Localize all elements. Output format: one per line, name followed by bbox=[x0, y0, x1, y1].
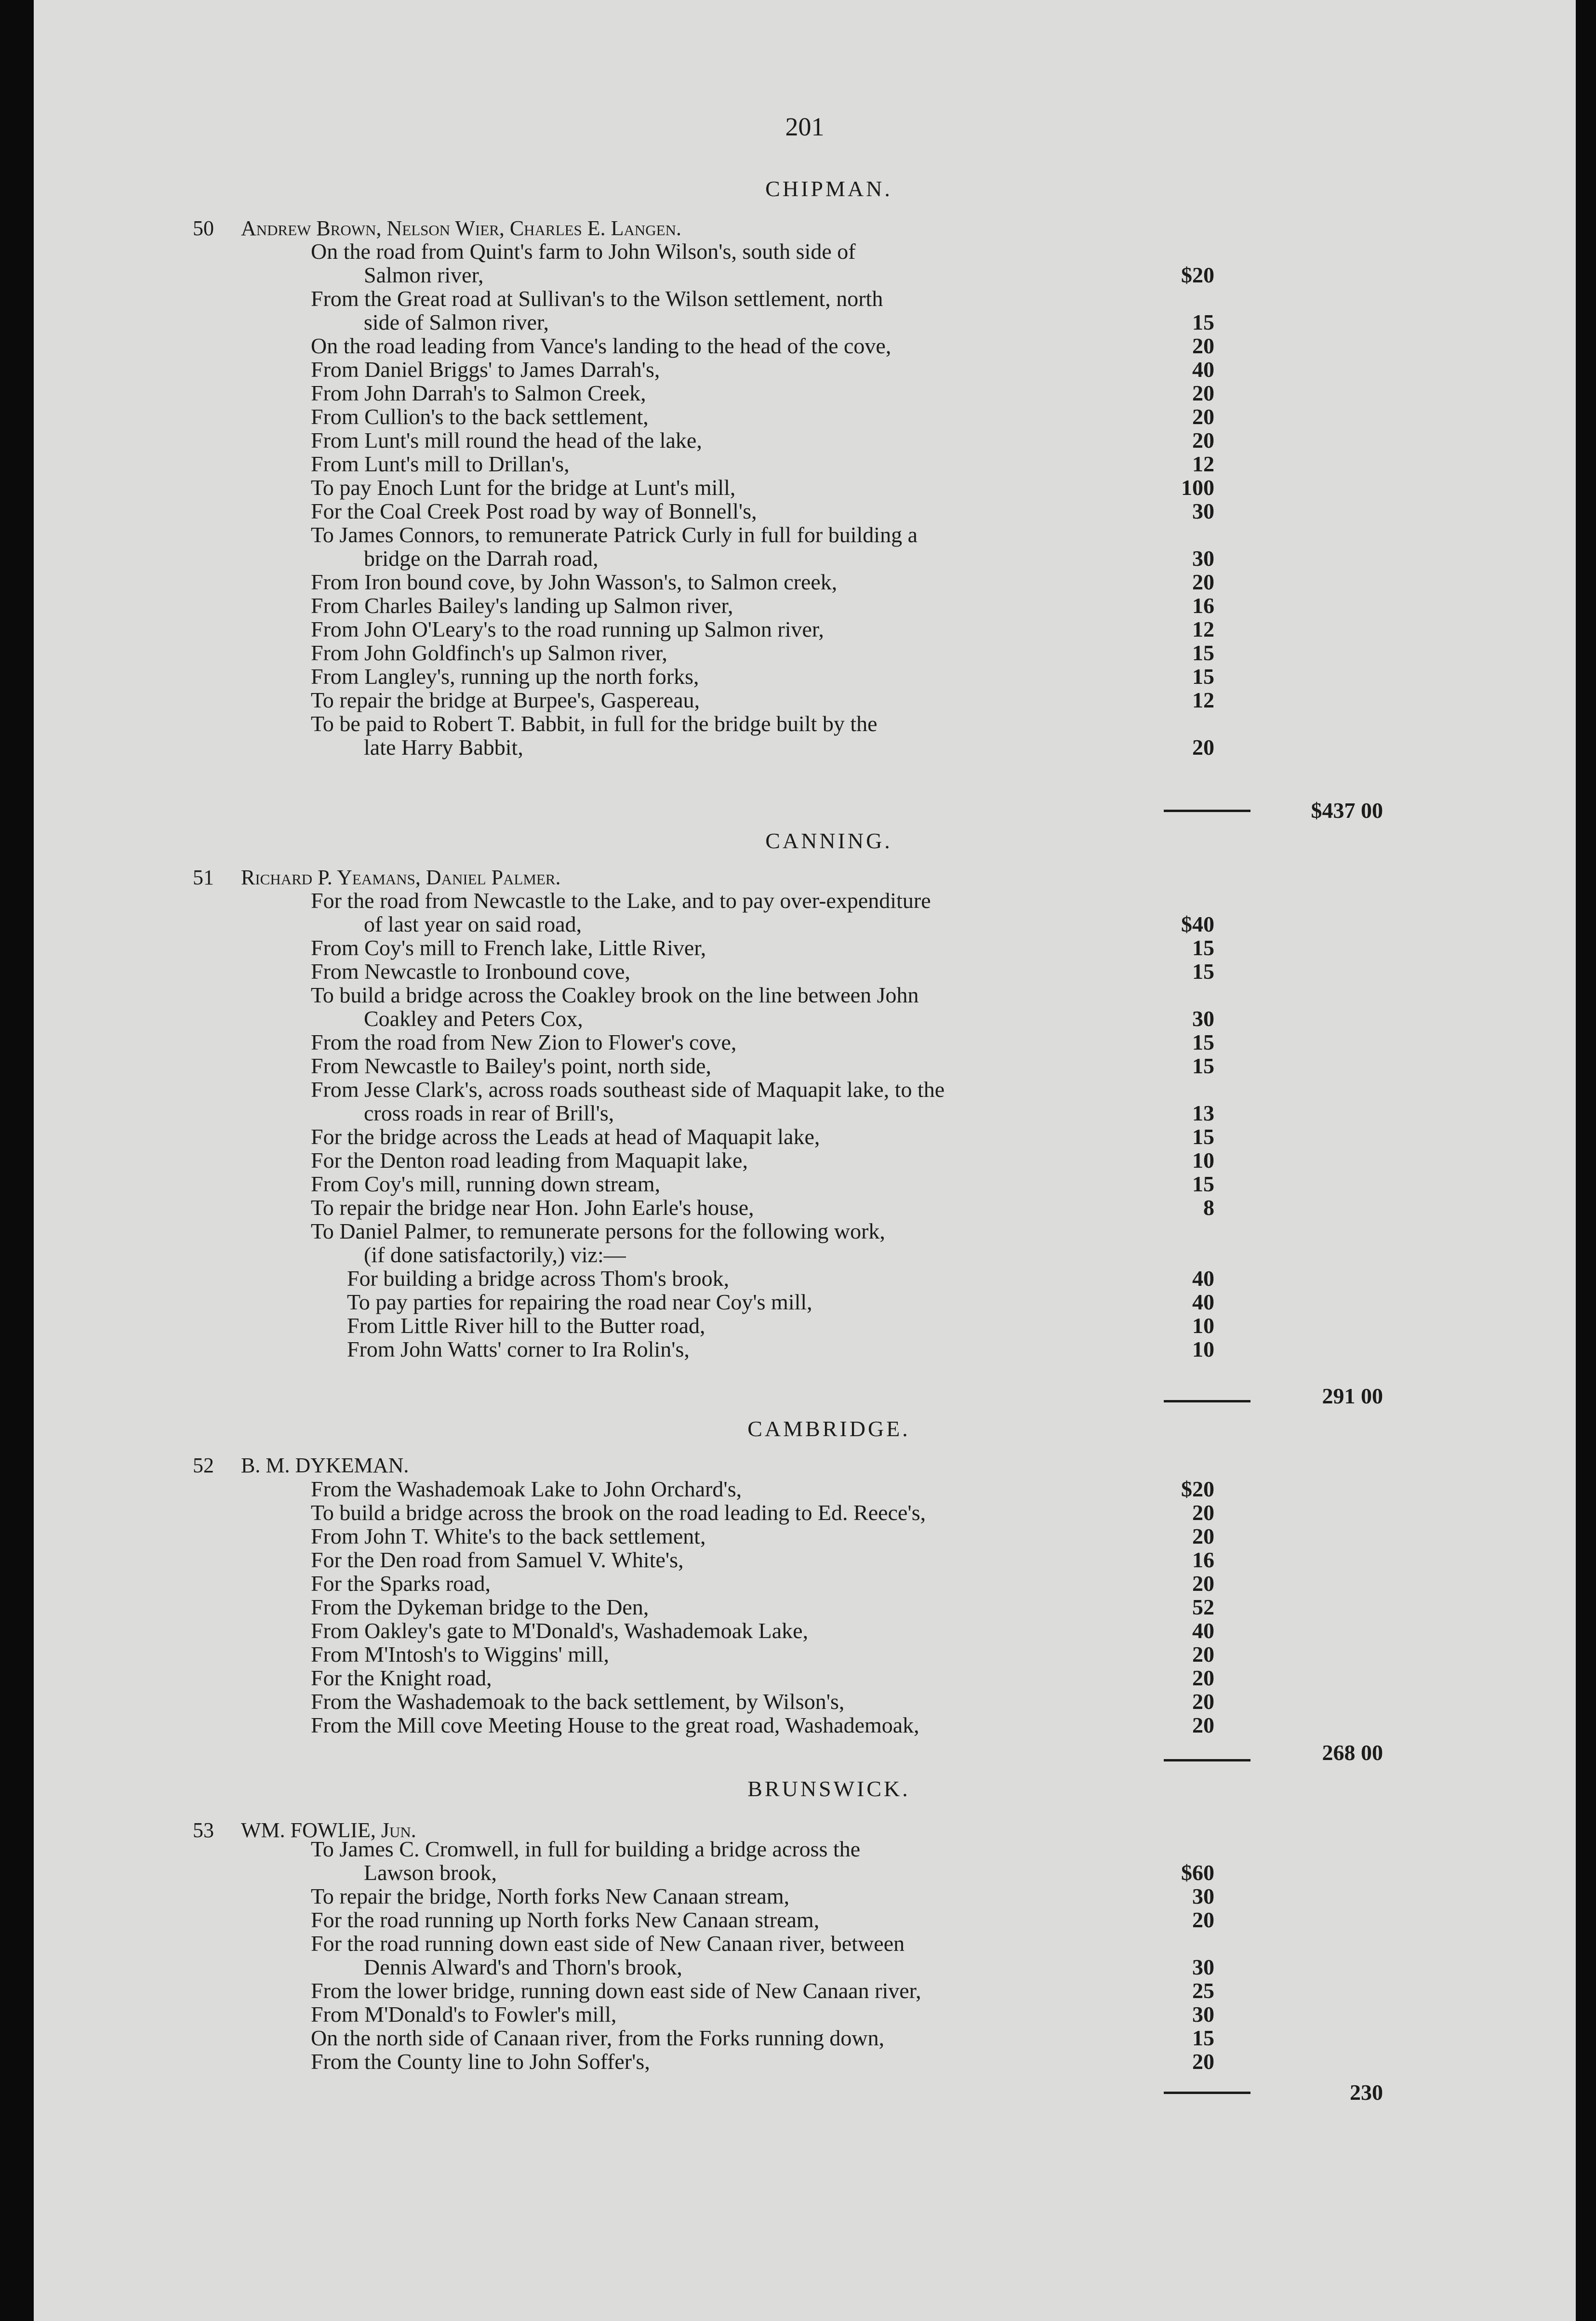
item-description-continued: Lawson brook, bbox=[364, 1860, 497, 1885]
item-amount: 30 bbox=[1192, 499, 1214, 523]
appropriation-item bbox=[311, 1054, 1130, 1078]
item-amount: 8 bbox=[1203, 1195, 1214, 1220]
item-description: From Little River hill to the Butter road, bbox=[347, 1313, 705, 1338]
item-description: From Coy's mill, running down stream, bbox=[311, 1172, 661, 1196]
appropriation-item bbox=[311, 1030, 1130, 1054]
item-description: From Iron bound cove, by John Wasson's, to Salmon creek, bbox=[311, 570, 838, 594]
item-amount: 40 bbox=[1192, 357, 1214, 382]
appropriation-item bbox=[311, 1501, 1130, 1524]
item-amount: 30 bbox=[1192, 1955, 1214, 1979]
appropriation-item bbox=[347, 1314, 1166, 1337]
appropriation-item bbox=[311, 936, 1130, 960]
item-amount: 20 bbox=[1192, 1571, 1214, 1596]
item-description: From Coy's mill to French lake, Little River, bbox=[311, 935, 706, 960]
item-description: From Charles Bailey's landing up Salmon river, bbox=[311, 593, 733, 618]
item-amount: 100 bbox=[1181, 475, 1214, 500]
appropriation-item bbox=[311, 1524, 1130, 1548]
sum-rule bbox=[1164, 1400, 1250, 1402]
item-amount: 15 bbox=[1192, 935, 1214, 960]
section-title: CAMBRIDGE. bbox=[747, 1416, 910, 1441]
appropriation-item bbox=[311, 499, 1130, 523]
appropriation-item bbox=[311, 1477, 1130, 1501]
item-amount: $40 bbox=[1181, 912, 1214, 936]
sum-rule bbox=[1164, 810, 1250, 812]
item-description: For building a bridge across Thom's brook, bbox=[347, 1266, 730, 1291]
appropriation-item bbox=[311, 594, 1130, 617]
item-description-continued: Salmon river, bbox=[364, 263, 484, 287]
item-description: From Lunt's mill to Drillan's, bbox=[311, 452, 570, 476]
appropriation-item bbox=[311, 1219, 1130, 1267]
appropriation-item bbox=[347, 1267, 1166, 1290]
item-amount: 15 bbox=[1192, 959, 1214, 984]
item-description: For the Sparks road, bbox=[311, 1571, 491, 1596]
item-description: For the Coal Creek Post road by way of Bonnell's, bbox=[311, 499, 757, 523]
item-description: On the road leading from Vance's landing to the head of the cove, bbox=[311, 333, 891, 358]
appropriation-item bbox=[311, 665, 1130, 688]
section-title: BRUNSWICK. bbox=[747, 1776, 910, 1801]
item-amount: $20 bbox=[1181, 1477, 1214, 1501]
item-description: From the Great road at Sullivan's to the Wilson settlement, north bbox=[311, 286, 883, 311]
item-amount: 30 bbox=[1192, 1884, 1214, 1908]
appropriation-item bbox=[311, 1642, 1130, 1666]
section-title: CHIPMAN. bbox=[765, 176, 892, 201]
item-description: For the Den road from Samuel V. White's, bbox=[311, 1547, 684, 1572]
item-amount: 30 bbox=[1192, 546, 1214, 571]
item-description-continued: of last year on said road, bbox=[364, 912, 582, 936]
item-amount: 20 bbox=[1192, 1713, 1214, 1737]
item-description: On the north side of Canaan river, from the Forks running down, bbox=[311, 2026, 885, 2050]
commissioner-names: B. M. DYKEMAN. bbox=[241, 1454, 409, 1477]
commissioner-names: Richard P. Yeamans, Daniel Palmer. bbox=[241, 866, 561, 889]
entry-number: 53 bbox=[193, 1818, 214, 1842]
item-description: From John Darrah's to Salmon Creek, bbox=[311, 381, 646, 405]
sum-rule bbox=[1164, 2092, 1250, 2094]
item-description: From John T. White's to the back settlement, bbox=[311, 1524, 706, 1548]
item-amount: 15 bbox=[1192, 310, 1214, 334]
appropriation-item bbox=[311, 358, 1130, 381]
item-amount: 40 bbox=[1192, 1618, 1214, 1643]
item-amount: 15 bbox=[1192, 2026, 1214, 2050]
appropriation-item bbox=[311, 1932, 1130, 1979]
appropriation-item bbox=[311, 2050, 1130, 2073]
appropriation-item bbox=[311, 2026, 1130, 2050]
appropriation-item bbox=[311, 240, 1130, 287]
item-description-continued: (if done satisfactorily,) viz:— bbox=[364, 1242, 626, 1267]
appropriation-item bbox=[311, 476, 1130, 499]
item-amount: 15 bbox=[1192, 1172, 1214, 1196]
section-total: $437 00 bbox=[1311, 798, 1383, 823]
item-amount: 40 bbox=[1192, 1266, 1214, 1291]
appropriation-item bbox=[347, 1290, 1166, 1314]
item-description: For the Knight road, bbox=[311, 1666, 492, 1690]
item-amount: 20 bbox=[1192, 333, 1214, 358]
item-description: For the bridge across the Leads at head of Maquapit lake, bbox=[311, 1124, 820, 1149]
item-amount: 20 bbox=[1192, 570, 1214, 594]
item-description-continued: Coakley and Peters Cox, bbox=[364, 1006, 583, 1031]
item-amount: 10 bbox=[1192, 1148, 1214, 1173]
appropriation-item bbox=[311, 1172, 1130, 1196]
item-description: From Newcastle to Ironbound cove, bbox=[311, 959, 631, 984]
appropriation-item bbox=[311, 1125, 1130, 1148]
item-description: From Lunt's mill round the head of the lake, bbox=[311, 428, 702, 453]
item-description: From Jesse Clark's, across roads southeast side of Maquapit lake, to the bbox=[311, 1077, 945, 1102]
item-amount: 20 bbox=[1192, 381, 1214, 405]
item-amount: 20 bbox=[1192, 1907, 1214, 1932]
appropriation-item bbox=[311, 1666, 1130, 1690]
item-amount: 13 bbox=[1192, 1101, 1214, 1125]
item-description: From the road from New Zion to Flower's cove, bbox=[311, 1030, 737, 1054]
item-description: From M'Intosh's to Wiggins' mill, bbox=[311, 1642, 609, 1667]
item-amount: 20 bbox=[1192, 1689, 1214, 1714]
item-amount: 12 bbox=[1192, 617, 1214, 641]
item-amount: $60 bbox=[1181, 1860, 1214, 1885]
appropriation-item bbox=[311, 1837, 1130, 1884]
item-amount: 15 bbox=[1192, 1030, 1214, 1054]
entry-number: 51 bbox=[193, 866, 214, 889]
appropriation-item bbox=[311, 1619, 1130, 1642]
item-amount: 10 bbox=[1192, 1313, 1214, 1338]
item-description: From M'Donald's to Fowler's mill, bbox=[311, 2002, 617, 2027]
item-description: To be paid to Robert T. Babbit, in full for the bridge built by the bbox=[311, 711, 878, 736]
section-title: CANNING. bbox=[765, 828, 892, 853]
item-description: On the road from Quint's farm to John Wilson's, south side of bbox=[311, 239, 856, 264]
item-description: From the Washademoak to the back settlement, by Wilson's, bbox=[311, 1689, 845, 1714]
item-description: From John O'Leary's to the road running up Salmon river, bbox=[311, 617, 824, 641]
entry-number: 52 bbox=[193, 1454, 214, 1477]
section-total: 291 00 bbox=[1322, 1384, 1383, 1408]
item-amount: 20 bbox=[1192, 735, 1214, 760]
item-description-continued: side of Salmon river, bbox=[364, 310, 549, 334]
appropriation-item bbox=[311, 1196, 1130, 1219]
item-description-continued: Dennis Alward's and Thorn's brook, bbox=[364, 1955, 682, 1979]
appropriation-item bbox=[311, 1884, 1130, 1908]
appropriation-item bbox=[311, 960, 1130, 983]
appropriation-item bbox=[311, 1690, 1130, 1713]
appropriation-item bbox=[347, 1337, 1166, 1361]
item-description-continued: cross roads in rear of Brill's, bbox=[364, 1101, 614, 1125]
section-total: 230 bbox=[1350, 2080, 1383, 2105]
commissioners-line bbox=[193, 865, 561, 890]
entry-number: 50 bbox=[193, 216, 214, 240]
item-description-continued: bridge on the Darrah road, bbox=[364, 546, 598, 571]
appropriation-item bbox=[311, 688, 1130, 712]
item-amount: 16 bbox=[1192, 593, 1214, 618]
item-description: From Daniel Briggs' to James Darrah's, bbox=[311, 357, 660, 382]
item-amount: 15 bbox=[1192, 1124, 1214, 1149]
appropriation-item bbox=[311, 1078, 1130, 1125]
item-amount: 20 bbox=[1192, 2049, 1214, 2074]
item-description: To James Connors, to remunerate Patrick Curly in full for building a bbox=[311, 522, 918, 547]
appropriation-item bbox=[311, 617, 1130, 641]
appropriation-item bbox=[311, 1572, 1130, 1595]
sum-rule bbox=[1164, 1759, 1250, 1761]
item-description: From Langley's, running up the north forks, bbox=[311, 664, 699, 689]
item-description: To build a bridge across the brook on the road leading to Ed. Reece's, bbox=[311, 1500, 926, 1525]
item-description: From the Dykeman bridge to the Den, bbox=[311, 1595, 649, 1619]
item-amount: 20 bbox=[1192, 428, 1214, 453]
appropriation-item bbox=[311, 2002, 1130, 2026]
item-amount: 20 bbox=[1192, 1666, 1214, 1690]
item-amount: 20 bbox=[1192, 404, 1214, 429]
item-description: To repair the bridge, North forks New Canaan stream, bbox=[311, 1884, 790, 1908]
appropriation-item bbox=[311, 381, 1130, 405]
item-description: To repair the bridge at Burpee's, Gaspereau, bbox=[311, 688, 700, 712]
item-description: To Daniel Palmer, to remunerate persons for the following work, bbox=[311, 1219, 885, 1243]
appropriation-item bbox=[311, 1908, 1130, 1932]
item-description: From Newcastle to Bailey's point, north side, bbox=[311, 1054, 712, 1078]
document-page bbox=[34, 0, 1576, 2321]
appropriation-item bbox=[311, 334, 1130, 358]
item-description: For the road from Newcastle to the Lake, and to pay over-expenditure bbox=[311, 888, 931, 913]
item-description: From the Washademoak Lake to John Orchard's, bbox=[311, 1477, 742, 1501]
item-amount: 15 bbox=[1192, 664, 1214, 689]
item-description: From Cullion's to the back settlement, bbox=[311, 404, 649, 429]
appropriation-item bbox=[311, 405, 1130, 428]
item-description-continued: late Harry Babbit, bbox=[364, 735, 523, 760]
item-amount: 20 bbox=[1192, 1642, 1214, 1667]
item-amount: 15 bbox=[1192, 640, 1214, 665]
commissioner-names: Andrew Brown, Nelson Wier, Charles E. Langen. bbox=[241, 216, 681, 240]
item-description: From John Goldfinch's up Salmon river, bbox=[311, 640, 667, 665]
appropriation-item bbox=[311, 641, 1130, 665]
appropriation-item bbox=[311, 1979, 1130, 2002]
page-number: 201 bbox=[785, 112, 825, 141]
item-description: For the road running down east side of New Canaan river, between bbox=[311, 1931, 905, 1956]
item-description: To pay parties for repairing the road near Coy's mill, bbox=[347, 1290, 812, 1314]
commissioners-line bbox=[193, 1453, 409, 1478]
item-amount: 25 bbox=[1192, 1978, 1214, 2003]
item-description: From John Watts' corner to Ira Rolin's, bbox=[347, 1337, 690, 1361]
appropriation-item bbox=[311, 712, 1130, 759]
item-amount: 16 bbox=[1192, 1547, 1214, 1572]
item-amount: 52 bbox=[1192, 1595, 1214, 1619]
item-description: From the County line to John Soffer's, bbox=[311, 2049, 650, 2074]
section-total: 268 00 bbox=[1322, 1740, 1383, 1765]
appropriation-item bbox=[311, 428, 1130, 452]
item-amount: 12 bbox=[1192, 452, 1214, 476]
item-amount: 30 bbox=[1192, 1006, 1214, 1031]
item-description: From the lower bridge, running down east side of New Canaan river, bbox=[311, 1978, 921, 2003]
appropriation-item bbox=[311, 1595, 1130, 1619]
appropriation-item bbox=[311, 452, 1130, 476]
appropriation-item bbox=[311, 287, 1130, 334]
item-description: To pay Enoch Lunt for the bridge at Lunt's mill, bbox=[311, 475, 736, 500]
item-description: To James C. Cromwell, in full for building a bridge across the bbox=[311, 1837, 861, 1861]
appropriation-item bbox=[311, 983, 1130, 1030]
item-description: To repair the bridge near Hon. John Earle's house, bbox=[311, 1195, 754, 1220]
appropriation-item bbox=[311, 1548, 1130, 1572]
item-amount: 40 bbox=[1192, 1290, 1214, 1314]
item-amount: 30 bbox=[1192, 2002, 1214, 2027]
appropriation-item bbox=[311, 1148, 1130, 1172]
item-amount: 20 bbox=[1192, 1524, 1214, 1548]
item-amount: 12 bbox=[1192, 688, 1214, 712]
appropriation-item bbox=[311, 1713, 1130, 1737]
item-amount: 10 bbox=[1192, 1337, 1214, 1361]
appropriation-item bbox=[311, 570, 1130, 594]
item-amount: 20 bbox=[1192, 1500, 1214, 1525]
item-amount: 15 bbox=[1192, 1054, 1214, 1078]
item-description: From Oakley's gate to M'Donald's, Washademoak Lake, bbox=[311, 1618, 809, 1643]
commissioners-line bbox=[193, 216, 681, 240]
item-description: To build a bridge across the Coakley brook on the line between John bbox=[311, 983, 919, 1007]
item-amount: $20 bbox=[1181, 263, 1214, 287]
appropriation-item bbox=[311, 523, 1130, 570]
item-description: From the Mill cove Meeting House to the great road, Washademoak, bbox=[311, 1713, 919, 1737]
commissioner-names: WM. FOWLIE, Jun. bbox=[241, 1818, 416, 1842]
item-description: For the Denton road leading from Maquapit lake, bbox=[311, 1148, 748, 1173]
item-description: For the road running up North forks New Canaan stream, bbox=[311, 1907, 820, 1932]
appropriation-item bbox=[311, 889, 1130, 936]
